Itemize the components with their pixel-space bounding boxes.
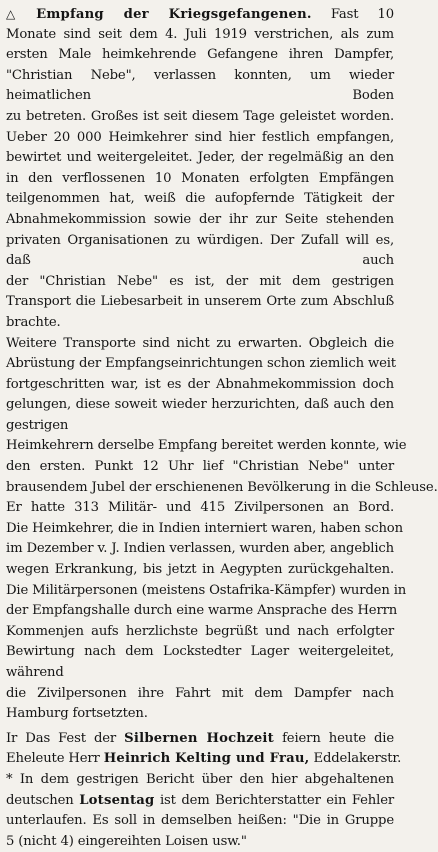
anniversary-line-2 <box>6 749 402 770</box>
article-line-5 <box>6 169 394 272</box>
article-line-3: zu betreten. Großes ist seit diesem Tage geleistet worden. <box>6 108 394 124</box>
correction-line-2 <box>6 791 394 812</box>
article-line-12: brausendem Jubel der erschienenen Bevölkerung in die Schleuse. <box>6 479 438 495</box>
article-line-4 <box>6 128 394 169</box>
article-line-9-text: fortgeschritten war, ist es der Abnahmekommission doch gelungen, diese soweit wieder herzurichten, daß auch den gestrigen <box>6 376 394 433</box>
article-line-2 <box>6 45 394 107</box>
article-line-19 <box>6 622 394 684</box>
article-line-9 <box>6 375 394 437</box>
article-line-17: Die Militärpersonen (meistens Ostafrika-Kämpfer) wurden in <box>6 582 407 598</box>
article-line-13: Er hatte 313 Militär- und 415 Zivilpersonen an Bord. <box>6 500 394 516</box>
article-line-18: der Empfangshalle durch eine warme Ansprache des Herrn <box>6 603 398 619</box>
correction-line2-end: ist dem Berichterstatter ein Fehler <box>159 792 395 808</box>
article-title: Empfang der Kriegsgefangenen. <box>36 7 312 22</box>
article-line-20-text: die Zivilpersonen ihre Fahrt mit dem Dampfer nach Hamburg fortsetzten. <box>6 685 394 722</box>
article-line-7: Weitere Transporte sind nicht zu erwarten. Obgleich die <box>6 335 394 351</box>
article-line-15: im Dezember v. J. Indien verlassen, wurden aber, angeblich <box>6 541 394 557</box>
correction-line-4: 5 (nicht 4) eingereihten Loisen usw." <box>6 833 247 849</box>
anniversary-highlight: Silbernen Hochzeit <box>124 730 274 746</box>
article-line-11: den ersten. Punkt 12 Uhr lief "Christian Nebe" unter <box>6 459 394 475</box>
article-line-1: Monate sind seit dem 4. Juli 1919 verstrichen, als zum <box>6 26 394 42</box>
article-line-10: Heimkehrern derselbe Empfang bereitet werden konnte, wie <box>6 438 407 454</box>
triangle-marker: △ <box>6 7 31 21</box>
article-line-4-text: Ueber 20 000 Heimkehrer sind hier festlich empfangen, bewirtet und weitergeleitet. Jeder, der regelmäßig an den <box>6 129 394 166</box>
correction-line-3: unterlaufen. Es soll in demselben heißen: "Die in Gruppe <box>6 813 394 829</box>
article-line-20 <box>6 684 394 725</box>
correction-highlight: Lotsentag <box>79 792 155 808</box>
article-line-6-text: der "Christian Nebe" es ist, der mit dem gestrigen Transport die Liebesarbeit in unserem Orte zum Abschluß brachte. <box>6 273 394 330</box>
correction-line2-start: deutschen <box>6 792 74 808</box>
article-line-0: Fast 10 <box>311 7 394 22</box>
article-line-2-text: ersten Male heimkehrende Gefangene ihren Dampfer, "Christian Nebe", verlassen konnten, um wieder heimatlichen Boden <box>6 47 394 104</box>
anniversary-street: Eddelakerstr. <box>313 751 402 767</box>
anniversary-names: Heinrich Kelting und Frau, <box>103 751 310 767</box>
article-line-19-text: Kommenjen aufs herzlichste begrüßt und nach erfolgter Bewirtung nach dem Lockstedter Lager weitergeleitet, während <box>6 623 394 680</box>
anniversary-middle: feiern heute die <box>282 730 395 746</box>
correction-line-1: * In dem gestrigen Bericht über den hier abgehaltenen <box>6 771 394 787</box>
article-line-16: wegen Erkrankung, bis jetzt in Aegypten zurückgehalten. <box>6 562 394 578</box>
anniversary-prefix: Ir Das Fest der <box>6 730 117 746</box>
article-line-6 <box>6 272 394 334</box>
article-line-8: Abrüstung der Empfangseinrichtungen schon ziemlich weit <box>6 356 396 372</box>
article-line-14: Die Heimkehrer, die in Indien interniert waren, haben schon <box>6 520 403 536</box>
anniversary-line2-start: Eheleute Herr <box>6 751 100 767</box>
anniversary-line-1 <box>6 729 394 750</box>
article-line-5-text: in den verflossenen 10 Monaten erfolgten Empfängen teilgenommen hat, weiß die aufopfernde Tätigkeit der Abnahmekommission sowie der ihr zur Seite stehenden privaten Organisationen zu würdigen. Der Zufall will es, daß auch <box>6 170 394 269</box>
article-column <box>6 4 438 852</box>
article-title-line <box>6 4 394 25</box>
